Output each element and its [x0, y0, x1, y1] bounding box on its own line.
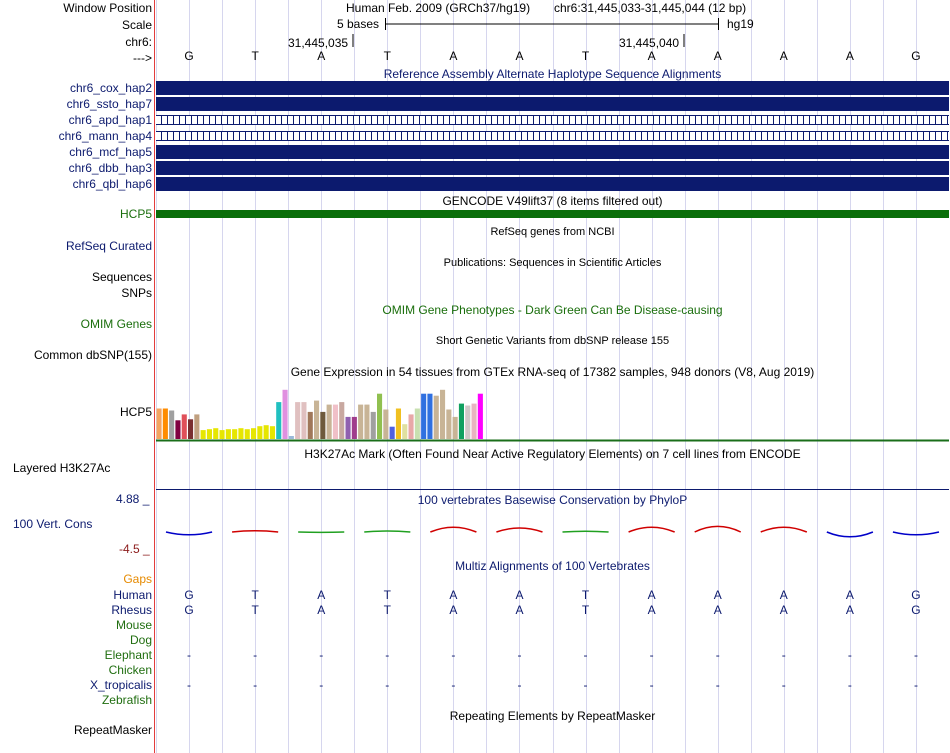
coord-tick-1: [352, 34, 356, 48]
multiz-base: -: [583, 648, 588, 662]
multiz-base: A: [449, 603, 458, 617]
gtex-tissue-bar[interactable]: [358, 405, 363, 439]
gtex-tissue-bar[interactable]: [346, 417, 351, 439]
multiz-gaps-label[interactable]: Gaps: [123, 572, 152, 586]
gtex-tissue-bar[interactable]: [238, 428, 243, 439]
publications-title[interactable]: Publications: Sequences in Scientific Articles: [443, 257, 662, 269]
strand-label: --->: [133, 51, 152, 65]
alt-haplotype-label[interactable]: chr6_qbl_hap6: [72, 177, 152, 191]
alt-haplotype-feature[interactable]: [156, 115, 949, 125]
gtex-tissue-bar[interactable]: [213, 428, 218, 439]
refseq-label[interactable]: RefSeq Curated: [65, 239, 152, 253]
scale-db: hg19: [727, 17, 754, 31]
multiz-base: -: [781, 678, 786, 692]
gtex-tissue-bar[interactable]: [352, 417, 357, 439]
gtex-tissue-bar[interactable]: [421, 394, 426, 439]
dna-base: A: [713, 49, 722, 63]
alt-haplotypes-title[interactable]: Reference Assembly Alternate Haplotype Sequence Alignments: [383, 67, 722, 81]
multiz-base: -: [715, 648, 720, 662]
gtex-gene-label[interactable]: HCP5: [119, 405, 152, 419]
gtex-tissue-bar[interactable]: [175, 420, 180, 439]
window-position-label: Window Position: [63, 1, 152, 15]
coord-label-1: 31,445,035: [288, 36, 349, 50]
alt-haplotype-label[interactable]: chr6_cox_hap2: [69, 81, 152, 95]
multiz-species-label[interactable]: Rhesus: [111, 603, 152, 617]
alt-haplotype-label[interactable]: chr6_apd_hap1: [68, 113, 152, 127]
gtex-tissue-bar[interactable]: [440, 390, 445, 439]
multiz-species-label[interactable]: Chicken: [108, 663, 152, 677]
multiz-base: -: [847, 678, 852, 692]
conservation-score-mark: [166, 532, 212, 535]
multiz-base: -: [913, 678, 918, 692]
publications-label[interactable]: Sequences: [91, 270, 152, 284]
gtex-tissue-bar[interactable]: [465, 406, 470, 440]
scale-bar: [385, 16, 720, 32]
multiz-base: A: [713, 588, 722, 602]
multiz-species-label[interactable]: Dog: [129, 633, 152, 647]
gtex-tissue-bar[interactable]: [289, 436, 294, 439]
gtex-tissue-bar[interactable]: [226, 429, 231, 439]
gtex-tissue-bar[interactable]: [188, 419, 193, 439]
dbsnp-title[interactable]: Short Genetic Variants from dbSNP release 155: [435, 335, 670, 347]
repeatmasker-label[interactable]: RepeatMasker: [73, 723, 152, 737]
label-divider: [154, 0, 155, 753]
omim-label[interactable]: OMIM Genes: [80, 317, 152, 331]
snps-label[interactable]: SNPs: [121, 286, 152, 300]
gtex-tissue-bar[interactable]: [163, 409, 168, 440]
conservation-score-mark: [496, 528, 542, 532]
dna-base: A: [845, 49, 854, 63]
multiz-base: A: [515, 603, 524, 617]
dna-base: A: [449, 49, 458, 63]
gtex-tissue-bar[interactable]: [169, 411, 174, 440]
gtex-tissue-bar[interactable]: [264, 425, 269, 439]
conservation-score-mark: [761, 527, 807, 532]
multiz-base: -: [385, 678, 390, 692]
dna-base: T: [581, 49, 590, 63]
h3k27ac-baseline: [156, 489, 949, 490]
conservation-title[interactable]: 100 vertebrates Basewise Conservation by PhyloP: [417, 493, 688, 507]
conservation-score-mark: [827, 532, 873, 537]
dna-base: T: [383, 49, 391, 63]
alt-haplotype-feature[interactable]: [156, 97, 949, 111]
scale-text: 5 bases: [337, 17, 380, 31]
gtex-tissue-bar[interactable]: [270, 426, 275, 439]
multiz-species-label[interactable]: Human: [113, 588, 152, 602]
gtex-tissue-bar[interactable]: [459, 404, 464, 439]
alt-haplotype-feature[interactable]: [156, 81, 949, 95]
multiz-base: -: [913, 648, 918, 662]
alt-haplotype-feature[interactable]: [156, 131, 949, 141]
gtex-tissue-bar[interactable]: [427, 394, 432, 439]
gtex-tissue-bar[interactable]: [201, 430, 206, 439]
conservation-label[interactable]: 100 Vert. Cons: [13, 517, 93, 531]
multiz-base: T: [251, 603, 259, 617]
multiz-base: T: [581, 588, 590, 602]
gtex-tissue-bar[interactable]: [314, 401, 319, 439]
gtex-tissue-bar[interactable]: [364, 405, 369, 439]
gtex-tissue-bar[interactable]: [308, 412, 313, 439]
dbsnp-label[interactable]: Common dbSNP(155): [33, 348, 152, 362]
dna-base: A: [779, 49, 788, 63]
multiz-species-label[interactable]: Elephant: [104, 648, 152, 662]
alt-haplotype-feature[interactable]: [156, 161, 949, 175]
gtex-tissue-bar[interactable]: [245, 429, 250, 439]
gencode-title[interactable]: GENCODE V49lift37 (8 items filtered out): [442, 194, 663, 208]
dna-base: T: [251, 49, 259, 63]
multiz-base: -: [649, 648, 654, 662]
multiz-base: T: [383, 588, 391, 602]
gencode-hcp5-feature[interactable]: [156, 210, 949, 218]
alt-haplotype-label[interactable]: chr6_ssto_hap7: [66, 97, 152, 111]
multiz-base: G: [184, 603, 194, 617]
gtex-tissue-bar[interactable]: [232, 429, 237, 439]
gtex-tissue-bar[interactable]: [333, 405, 338, 439]
gtex-tissue-bar[interactable]: [320, 412, 325, 439]
conservation-score-mark: [364, 531, 410, 532]
chrom-label: chr6:: [125, 35, 152, 49]
multiz-base: -: [187, 648, 192, 662]
multiz-base: -: [187, 678, 192, 692]
conservation-score-mark: [232, 531, 278, 532]
assembly-text: Human Feb. 2009 (GRCh37/hg19): [346, 1, 531, 15]
coord-tick-2: [683, 34, 687, 48]
gtex-tissue-bar[interactable]: [182, 414, 187, 439]
alt-haplotype-feature[interactable]: [156, 145, 949, 159]
h3k27ac-title[interactable]: H3K27Ac Mark (Often Found Near Active Regulatory Elements) on 7 cell lines from ENCODE: [304, 447, 801, 461]
multiz-base: -: [319, 678, 324, 692]
scale-label: Scale: [121, 18, 152, 32]
multiz-base: A: [845, 603, 854, 617]
position-text: chr6:31,445,033-31,445,044 (12 bp): [554, 1, 747, 15]
gtex-bar-chart[interactable]: [156, 379, 949, 443]
gtex-tissue-bar[interactable]: [220, 430, 225, 439]
multiz-base: A: [779, 603, 788, 617]
multiz-base: A: [449, 588, 458, 602]
gtex-tissue-bar[interactable]: [194, 414, 199, 439]
multiz-base: A: [647, 603, 656, 617]
repeatmasker-title[interactable]: Repeating Elements by RepeatMasker: [449, 709, 656, 723]
alt-haplotype-feature[interactable]: [156, 177, 949, 191]
multiz-base: -: [253, 648, 258, 662]
alt-haplotype-label[interactable]: chr6_mann_hap4: [58, 129, 152, 143]
multiz-base: -: [517, 678, 522, 692]
multiz-base: T: [581, 603, 590, 617]
multiz-base: T: [383, 603, 391, 617]
conservation-score-mark: [430, 527, 476, 532]
conservation-ymax: 4.88 _: [116, 492, 150, 506]
multiz-base: -: [847, 648, 852, 662]
multiz-base: -: [517, 648, 522, 662]
dna-base: A: [317, 49, 326, 63]
conservation-score-mark: [629, 527, 675, 532]
gtex-tissue-bar[interactable]: [283, 390, 288, 439]
gtex-tissue-bar[interactable]: [478, 394, 483, 439]
multiz-base: A: [317, 603, 326, 617]
multiz-base: A: [647, 588, 656, 602]
multiz-base: T: [251, 588, 259, 602]
gtex-tissue-bar[interactable]: [453, 417, 458, 439]
conservation-score-mark: [563, 531, 609, 532]
gtex-tissue-bar[interactable]: [409, 414, 414, 439]
dna-base: G: [184, 49, 194, 63]
gtex-tissue-bar[interactable]: [276, 402, 281, 439]
omim-title[interactable]: OMIM Gene Phenotypes - Dark Green Can Be Disease-causing: [382, 303, 723, 317]
conservation-ymin: -4.5 _: [119, 542, 150, 556]
multiz-base: A: [515, 588, 524, 602]
multiz-base: A: [845, 588, 854, 602]
gtex-tissue-bar[interactable]: [371, 412, 376, 439]
multiz-base: -: [583, 678, 588, 692]
conservation-score-mark: [893, 532, 939, 535]
multiz-base: -: [385, 648, 390, 662]
dna-base: G: [911, 49, 921, 63]
gtex-tissue-bar[interactable]: [327, 405, 332, 439]
gtex-title[interactable]: Gene Expression in 54 tissues from GTEx RNA-seq of 17382 samples, 948 donors (V8, Aug 2019): [290, 365, 815, 379]
multiz-base: A: [779, 588, 788, 602]
multiz-title[interactable]: Multiz Alignments of 100 Vertebrates: [455, 559, 650, 573]
gtex-tissue-bar[interactable]: [157, 409, 162, 440]
dna-base: A: [515, 49, 524, 63]
multiz-base: A: [317, 588, 326, 602]
gencode-gene-label[interactable]: HCP5: [119, 207, 152, 221]
multiz-base: G: [911, 588, 921, 602]
multiz-base: G: [911, 603, 921, 617]
gtex-tissue-bar[interactable]: [339, 402, 344, 439]
refseq-title[interactable]: RefSeq genes from NCBI: [490, 226, 615, 238]
multiz-base: -: [781, 648, 786, 662]
multiz-base: -: [253, 678, 258, 692]
gtex-tissue-bar[interactable]: [301, 402, 306, 439]
multiz-base: -: [319, 648, 324, 662]
gtex-tissue-bar[interactable]: [377, 394, 382, 439]
gtex-tissue-bar[interactable]: [396, 409, 401, 440]
multiz-base: -: [715, 678, 720, 692]
multiz-species-label[interactable]: Zebrafish: [101, 693, 152, 707]
gtex-tissue-bar[interactable]: [402, 424, 407, 439]
multiz-base: -: [649, 678, 654, 692]
conservation-wiggle[interactable]: [156, 520, 949, 544]
multiz-base: -: [451, 678, 456, 692]
gtex-tissue-bar[interactable]: [295, 402, 300, 439]
gtex-tissue-bar[interactable]: [207, 429, 212, 439]
multiz-species-label[interactable]: Mouse: [115, 618, 152, 632]
gtex-tissue-bar[interactable]: [251, 428, 256, 439]
multiz-base: A: [713, 603, 722, 617]
gtex-tissue-bar[interactable]: [257, 426, 262, 439]
gtex-tissue-bar[interactable]: [383, 410, 388, 440]
alt-haplotype-label[interactable]: chr6_dbb_hap3: [68, 161, 152, 175]
gtex-tissue-bar[interactable]: [390, 427, 395, 439]
gtex-tissue-bar[interactable]: [415, 409, 420, 440]
dna-base: A: [647, 49, 656, 63]
coord-label-2: 31,445,040: [619, 36, 680, 50]
multiz-species-label[interactable]: X_tropicalis: [89, 678, 152, 692]
multiz-base: -: [451, 648, 456, 662]
h3k27ac-label[interactable]: Layered H3K27Ac: [13, 461, 111, 475]
gtex-tissue-bar[interactable]: [446, 410, 451, 440]
multiz-base: G: [184, 588, 194, 602]
gtex-tissue-bar[interactable]: [434, 396, 439, 439]
conservation-score-mark: [695, 526, 741, 532]
gtex-tissue-bar[interactable]: [472, 404, 477, 439]
alt-haplotype-label[interactable]: chr6_mcf_hap5: [69, 145, 152, 159]
